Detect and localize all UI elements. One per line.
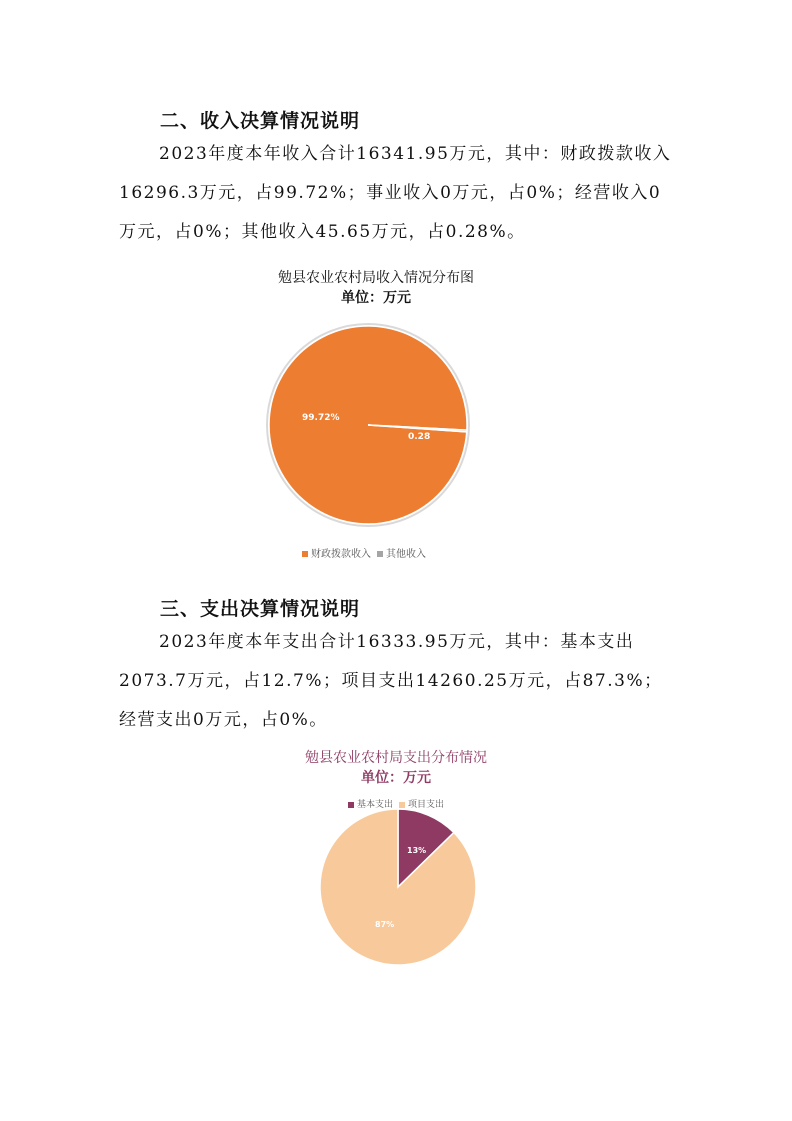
pie-data-label: 99.72% bbox=[302, 413, 340, 423]
legend-item-fiscal bbox=[302, 545, 371, 560]
income-chart-title: 勉县农业农村局收入情况分布图 bbox=[278, 270, 474, 286]
expense-chart-subtitle: 单位：万元 bbox=[361, 770, 431, 786]
pie-data-label: 0.28 bbox=[408, 432, 431, 442]
legend-label: 财政拨款收入 bbox=[311, 549, 371, 560]
section-heading-income: 二、收入决算情况说明 bbox=[160, 110, 361, 132]
legend-label: 基本支出 bbox=[357, 800, 394, 810]
expense-paragraph: 2023年度本年支出合计16333.95万元，其中：基本支出2073.7万元，占12.7%；项目支出14260.25万元，占87.3%；经营支出0万元，占0%。 bbox=[119, 632, 663, 730]
expense-chart-title: 勉县农业农村局支出分布情况 bbox=[305, 750, 487, 766]
expense-pie-chart bbox=[313, 803, 483, 973]
legend-label: 项目支出 bbox=[408, 800, 445, 810]
income-chart-subtitle: 单位：万元 bbox=[341, 290, 411, 306]
pie-data-label: 13% bbox=[407, 846, 427, 855]
legend-swatch bbox=[377, 551, 383, 557]
legend-swatch bbox=[302, 551, 308, 557]
pie-data-label: 87% bbox=[375, 920, 395, 929]
section-heading-expense: 三、支出决算情况说明 bbox=[160, 598, 361, 620]
legend-item-other bbox=[377, 545, 426, 560]
income-pie-chart bbox=[258, 324, 478, 524]
legend-label: 其他收入 bbox=[386, 549, 426, 560]
income-paragraph: 2023年度本年收入合计16341.95万元，其中：财政拨款收入16296.3万元，占99.72%；事业收入0万元，占0%；经营收入0万元，占0%；其他收入45.65万元，占0.28%。 bbox=[119, 144, 672, 242]
income-chart-legend bbox=[302, 545, 426, 560]
